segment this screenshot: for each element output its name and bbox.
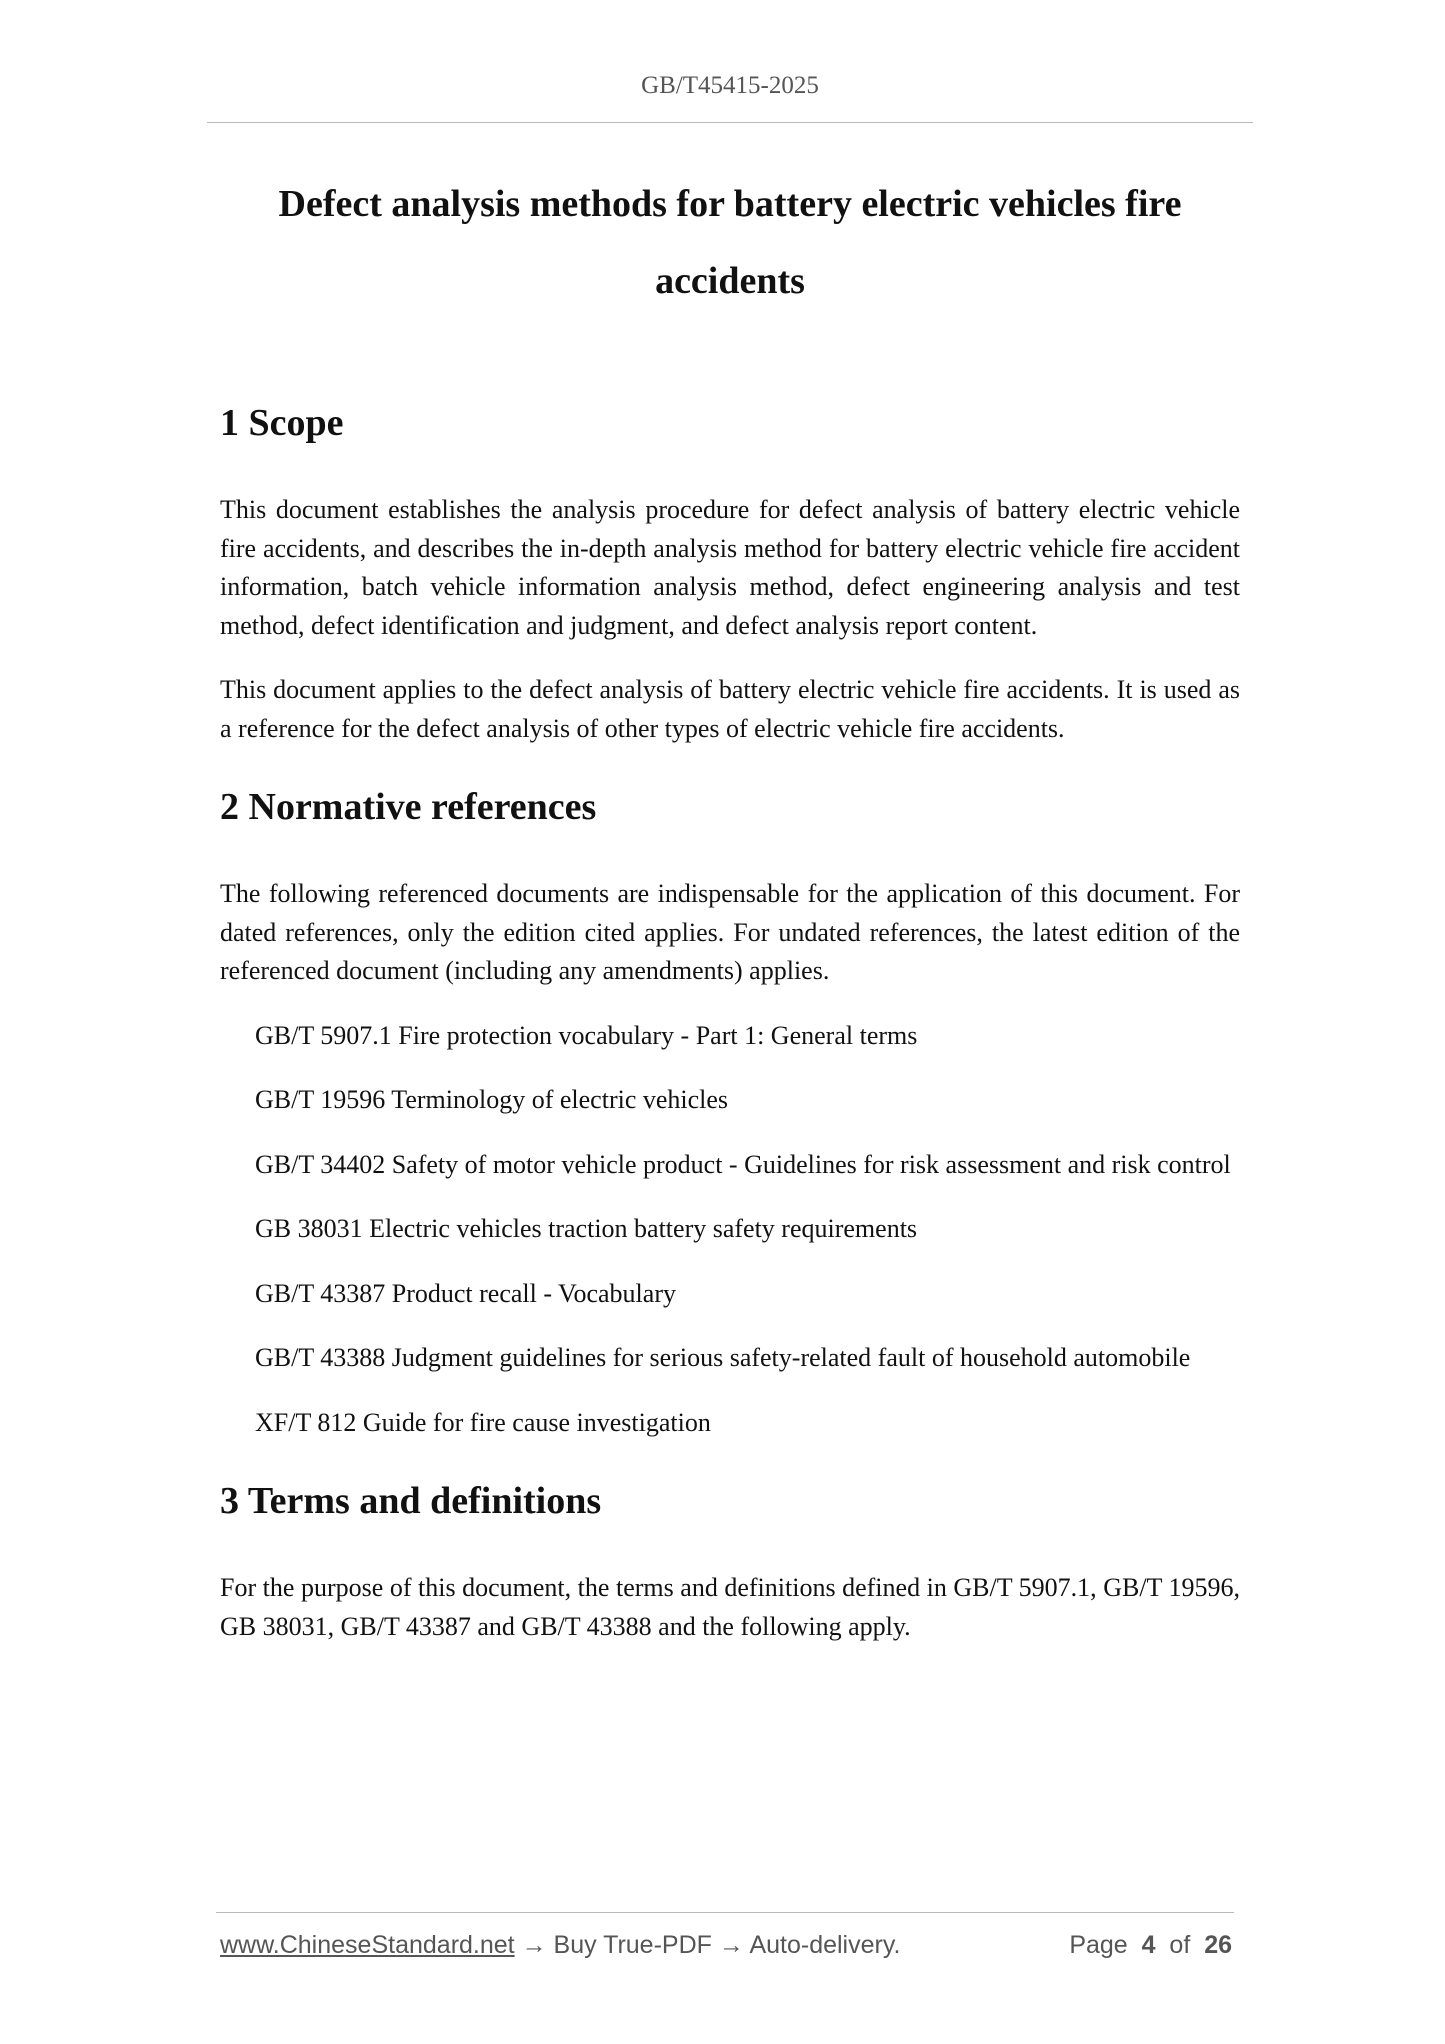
terms-paragraph: For the purpose of this document, the terms and definitions defined in GB/T 5907.1, GB/T 19596, GB 38031, GB/T 43387 and GB/T 43388 and the following apply. xyxy=(220,1573,1240,1641)
page-footer xyxy=(220,1931,1232,1967)
section-heading-scope: 1 Scope xyxy=(220,402,344,444)
reference-item: GB/T 43387 Product recall - Vocabulary xyxy=(255,1278,676,1308)
header-divider xyxy=(207,122,1253,123)
footer-divider xyxy=(216,1912,1234,1913)
page-indicator xyxy=(1069,1931,1232,1960)
current-page-number: 4 xyxy=(1141,1931,1156,1959)
section-heading-normative-references: 2 Normative references xyxy=(220,786,597,828)
reference-item: GB/T 34402 Safety of motor vehicle product - Guidelines for risk assessment and risk control xyxy=(255,1149,1231,1179)
footer-promo xyxy=(220,1931,900,1960)
auto-delivery-text: Auto-delivery. xyxy=(749,1931,901,1959)
document-body xyxy=(220,398,1240,1646)
scope-paragraph-2: This document applies to the defect analysis of battery electric vehicle fire accidents. It is used as a reference for the defect analysis of other types of electric vehicle fire accidents. xyxy=(220,675,1240,743)
reference-item: GB/T 5907.1 Fire protection vocabulary - Part 1: General terms xyxy=(255,1020,918,1050)
running-header: GB/T45415-2025 xyxy=(641,72,819,99)
total-pages-number: 26 xyxy=(1204,1931,1232,1959)
reference-item: XF/T 812 Guide for fire cause investigation xyxy=(255,1407,711,1437)
page-label: Page xyxy=(1069,1931,1128,1959)
normative-intro-paragraph: The following referenced documents are indispensable for the application of this document. For dated references, only the edition cited applies. For undated references, the latest edition of the referenced document (including any amendments) applies. xyxy=(220,879,1240,985)
website-link[interactable]: www.ChineseStandard.net xyxy=(220,1931,515,1959)
scope-paragraph-1: This document establishes the analysis procedure for defect analysis of battery electric vehicle fire accidents, and describes the in-depth analysis method for battery electric vehicle fire accident information, batch vehicle information analysis method, defect engineering analysis and test method, defect identification and judgment, and defect analysis report content. xyxy=(220,495,1240,640)
section-heading-terms-and-definitions: 3 Terms and definitions xyxy=(220,1480,602,1522)
buy-true-pdf-text: Buy True-PDF xyxy=(553,1931,712,1959)
reference-item: GB/T 19596 Terminology of electric vehicles xyxy=(255,1085,729,1114)
of-label: of xyxy=(1169,1931,1191,1959)
reference-item: GB/T 43388 Judgment guidelines for serious safety-related fault of household automobile xyxy=(255,1343,1191,1372)
arrow-right-icon: → xyxy=(521,1931,547,1959)
reference-item: GB 38031 Electric vehicles traction battery safety requirements xyxy=(255,1214,918,1243)
reference-list xyxy=(220,1017,1240,1443)
document-title-line-1: Defect analysis methods for battery electric vehicles fire xyxy=(278,183,1182,225)
document-title-line-2: accidents xyxy=(655,260,805,302)
document-title xyxy=(207,166,1253,320)
arrow-right-icon: → xyxy=(718,1931,744,1959)
